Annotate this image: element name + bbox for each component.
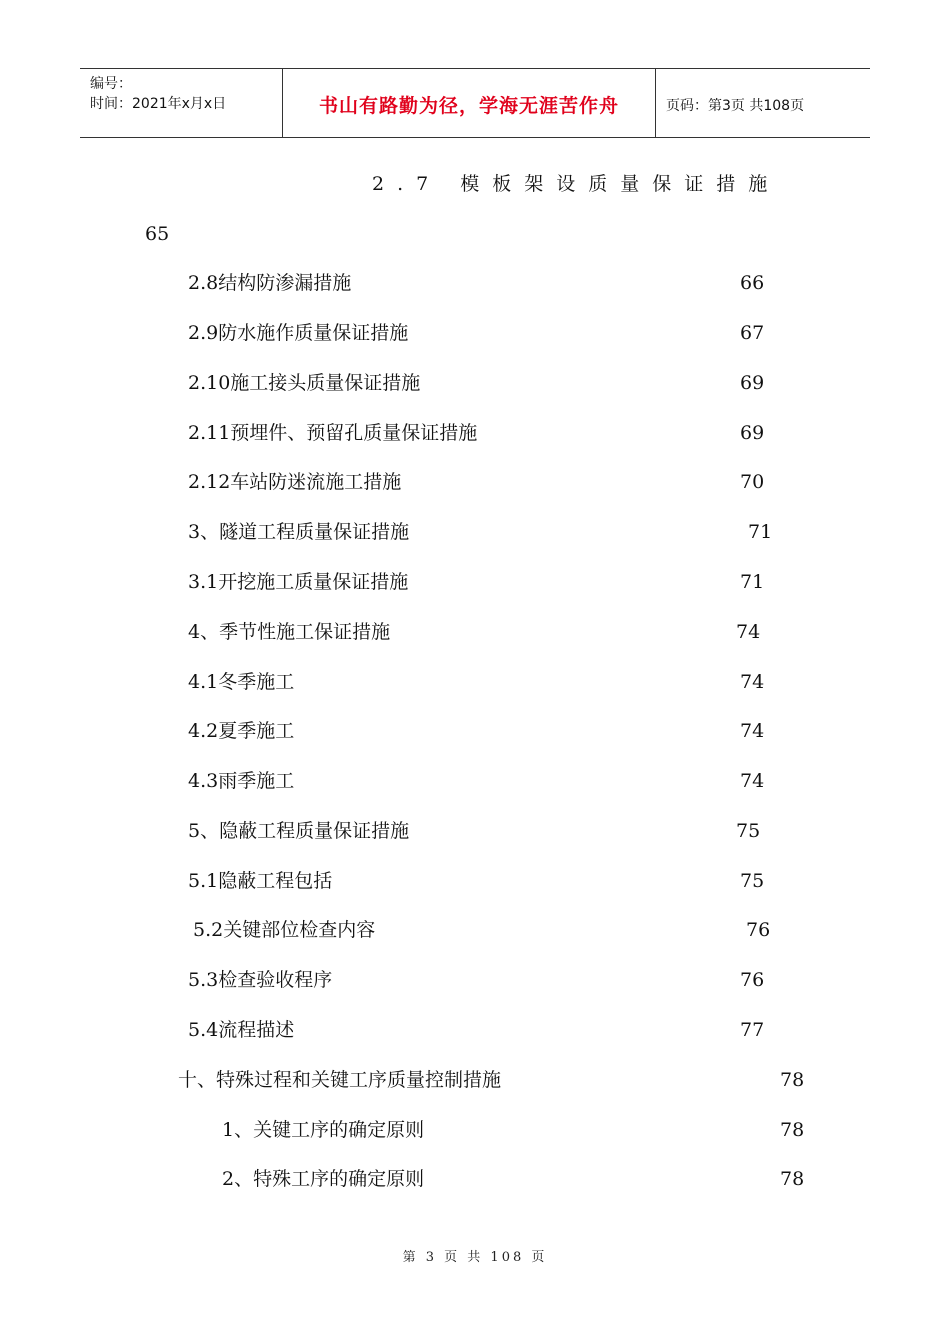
toc-entry-page: 76 xyxy=(746,919,771,941)
toc-entry-title: 2.11预埋件、预留孔质量保证措施 xyxy=(188,422,478,444)
toc-entry-title: 5、隐蔽工程质量保证措施 xyxy=(188,820,410,842)
toc-entry-page: 77 xyxy=(740,1019,765,1041)
toc-entry-page: 69 xyxy=(740,372,765,394)
toc-entry-page: 71 xyxy=(740,571,765,593)
toc-entry-page: 74 xyxy=(740,770,765,792)
toc-entry-title: 2.8结构防渗漏措施 xyxy=(188,272,352,294)
toc-entry-title: 4.2夏季施工 xyxy=(188,720,295,742)
document-date-label: 时间：2021年x月x日 xyxy=(90,96,227,112)
document-number-label: 编号： xyxy=(90,76,132,92)
toc-entry-page: 78 xyxy=(780,1119,805,1141)
toc-entry-page: 66 xyxy=(740,272,765,294)
toc-entry-title: 十、特殊过程和关键工序质量控制措施 xyxy=(178,1069,502,1091)
toc-entry-title: 2.10施工接头质量保证措施 xyxy=(188,372,421,394)
toc-entry-page: 74 xyxy=(740,720,765,742)
toc-entry-page: 71 xyxy=(748,521,773,543)
toc-entry-title: 4、季节性施工保证措施 xyxy=(188,621,391,643)
toc-entry-title: 2.9防水施作质量保证措施 xyxy=(188,322,409,344)
toc-entry-title: 4.1冬季施工 xyxy=(188,671,295,693)
toc-entry-title: 5.1隐蔽工程包括 xyxy=(188,870,333,892)
toc-entry-title: 3.1开挖施工质量保证措施 xyxy=(188,571,409,593)
toc-entry-page: 74 xyxy=(740,671,765,693)
toc-entry-title: 1、关键工序的确定原则 xyxy=(222,1119,425,1141)
toc-entry-title: 5.4流程描述 xyxy=(188,1019,295,1041)
toc-entry-page: 67 xyxy=(740,322,765,344)
toc-entry-page: 75 xyxy=(736,820,761,842)
toc-entry-title: 3、隧道工程质量保证措施 xyxy=(188,521,410,543)
toc-entry-page: 65 xyxy=(145,223,170,245)
toc-entry-page: 78 xyxy=(780,1168,805,1190)
toc-entry-page: 75 xyxy=(740,870,765,892)
toc-entry-page: 70 xyxy=(740,471,765,493)
page-footer: 第 3 页 共 108 页 xyxy=(402,1250,548,1265)
motto-text: 书山有路勤为径，学海无涯苦作舟 xyxy=(318,95,619,117)
toc-entry-title: 4.3雨季施工 xyxy=(188,770,295,792)
toc-entry-page: 78 xyxy=(780,1069,805,1091)
toc-entry-page: 76 xyxy=(740,969,765,991)
toc-entry-title: 5.3检查验收程序 xyxy=(188,969,333,991)
toc-entry-title: 2.7 模板架设质量保证措施 xyxy=(372,173,781,195)
header-page-info: 页码：第3页 共108页 xyxy=(666,98,805,114)
toc-entry-title: 2.12车站防迷流施工措施 xyxy=(188,471,402,493)
toc-entry-title: 5.2关键部位检查内容 xyxy=(193,919,376,941)
toc-entry-title: 2、特殊工序的确定原则 xyxy=(222,1168,425,1190)
toc-entry-page: 74 xyxy=(736,621,761,643)
toc-entry-page: 69 xyxy=(740,422,765,444)
